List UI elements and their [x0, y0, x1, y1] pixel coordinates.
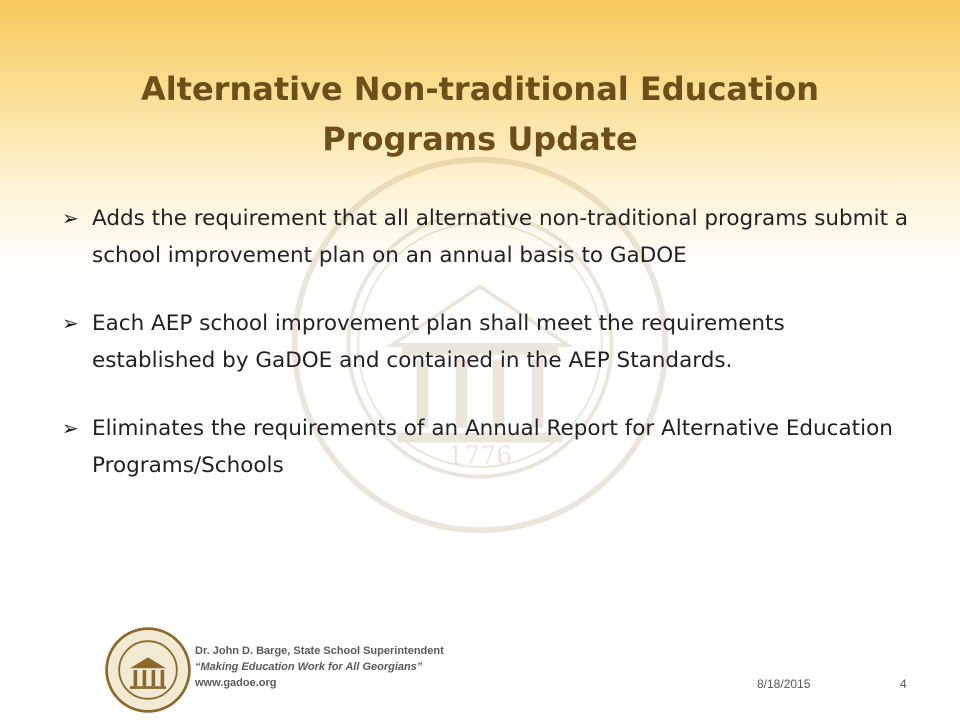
- bullet-text: Eliminates the requirements of an Annual Report for Alternative Education Programs/Schools: [92, 416, 893, 478]
- arrow-bullet-icon: ➢: [62, 311, 79, 335]
- page-title: [60, 64, 900, 164]
- title-line-1: Alternative Non-traditional Education: [140, 70, 820, 108]
- website-line: www.gadoe.org: [195, 677, 277, 689]
- georgia-doe-seal-logo-icon: [103, 625, 193, 715]
- footer-info: [195, 643, 444, 691]
- bullet-item: [62, 410, 912, 484]
- arrow-bullet-icon: ➢: [62, 206, 79, 230]
- superintendent-line: Dr. John D. Barge, State School Superintendent: [195, 645, 444, 657]
- bullet-text: Each AEP school improvement plan shall meet the requirements established by GaDOE and contained in the AEP Standards.: [92, 311, 785, 373]
- bullet-list: [62, 200, 912, 515]
- bullet-item: [62, 200, 912, 274]
- bullet-text: Adds the requirement that all alternative non-traditional programs submit a school improvement plan on an annual basis to GaDOE: [92, 206, 909, 268]
- watermark-year: 1776: [447, 439, 513, 470]
- slide-number: 4: [900, 677, 907, 691]
- bullet-item: [62, 305, 912, 379]
- title-line-2: Programs Update: [322, 120, 638, 158]
- slide-date: 8/18/2015: [757, 677, 811, 691]
- slogan-line: “Making Education Work for All Georgians”: [195, 661, 423, 673]
- arrow-bullet-icon: ➢: [62, 416, 79, 440]
